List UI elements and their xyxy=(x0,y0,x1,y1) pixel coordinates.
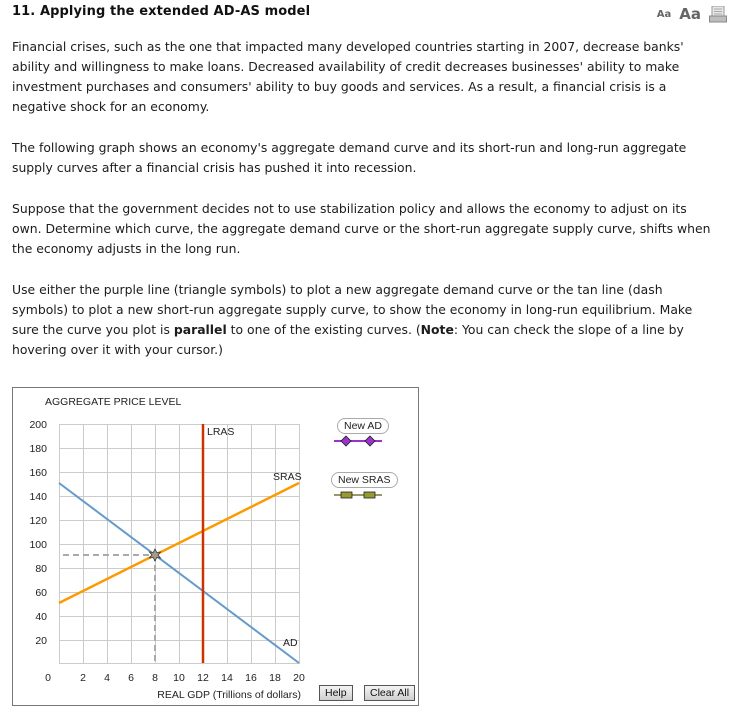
new-sras-label: New SRAS xyxy=(331,472,398,488)
graph-description-paragraph: The following graph shows an economy's aggregate demand curve and its short-run and long-run aggregate supply curves after a financial crisis has pushed it into recession. xyxy=(12,140,687,175)
svg-text:140: 140 xyxy=(29,491,47,503)
svg-text:12: 12 xyxy=(197,672,209,684)
svg-text:20: 20 xyxy=(35,635,47,647)
intro-paragraph: Financial crises, such as the one that impacted many developed countries starting in 2007, decrease banks' ability and willingness to make loans. Decreased availability of credit decreases businesses' ability to make investment purchases and consumers' ability to buy goods and services. As a result, a financial crisis is a negative shock for an economy. xyxy=(12,39,684,114)
new-sras-dash-icon xyxy=(341,492,352,498)
emphasis-parallel: parallel xyxy=(173,322,227,337)
new-sras-dash-icon xyxy=(364,492,375,498)
svg-text:10: 10 xyxy=(173,672,185,684)
printer-icon[interactable] xyxy=(709,6,727,23)
question-header xyxy=(12,4,727,24)
sras-label: SRAS xyxy=(273,471,302,483)
new-ad-diamond-icon xyxy=(365,436,375,446)
ad-label: AD xyxy=(283,637,298,649)
svg-text:60: 60 xyxy=(35,587,47,599)
svg-text:40: 40 xyxy=(35,611,47,623)
emphasis-note: Note xyxy=(420,322,454,337)
new-ad-tool[interactable] xyxy=(332,434,384,448)
svg-text:8: 8 xyxy=(152,672,158,684)
ad-as-graph xyxy=(12,387,419,706)
increase-font-button[interactable]: Aa xyxy=(679,5,701,23)
svg-text:14: 14 xyxy=(221,672,233,684)
x-axis-ticks xyxy=(45,672,305,684)
new-sras-tool[interactable] xyxy=(332,489,384,501)
svg-text:2: 2 xyxy=(80,672,86,684)
y-axis-title: AGGREGATE PRICE LEVEL xyxy=(45,396,182,408)
svg-text:6: 6 xyxy=(128,672,134,684)
lras-label: LRAS xyxy=(207,426,235,438)
svg-text:180: 180 xyxy=(29,443,47,455)
new-ad-diamond-icon xyxy=(341,436,351,446)
svg-text:160: 160 xyxy=(29,467,47,479)
new-ad-label: New AD xyxy=(337,418,389,434)
question-title: 11. Applying the extended AD-AS model xyxy=(12,4,311,19)
svg-text:16: 16 xyxy=(245,672,257,684)
svg-text:0: 0 xyxy=(45,672,51,684)
scenario-paragraph: Suppose that the government decides not to use stabilization policy and allows the economy to adjust on its own. Determine which curve, the aggregate demand curve or the short-run aggregate supply curve, shifts when the economy adjusts in the long run. xyxy=(12,201,711,256)
clear-all-button[interactable]: Clear All xyxy=(364,685,415,701)
decrease-font-button[interactable]: Aa xyxy=(656,8,672,20)
svg-text:120: 120 xyxy=(29,515,47,527)
svg-text:4: 4 xyxy=(104,672,110,684)
svg-text:18: 18 xyxy=(269,672,281,684)
svg-text:20: 20 xyxy=(293,672,305,684)
equilibrium-star-icon[interactable] xyxy=(150,549,161,561)
y-axis-ticks xyxy=(29,419,47,647)
svg-text:100: 100 xyxy=(29,539,47,551)
x-axis-title: REAL GDP (Trillions of dollars) xyxy=(157,689,301,701)
svg-text:200: 200 xyxy=(29,419,47,431)
instruction-paragraph: Use either the purple line (triangle symbols) to plot a new aggregate demand curve or the tan line (dash symbols) to plot a new short-run aggregate supply curve, to show the economy in long-run equilibrium. Make sure the curve you plot is parallel to one of the existing curves. (Note: You can check the slope of a line by hovering over it with your cursor.) xyxy=(12,282,693,357)
svg-text:80: 80 xyxy=(35,563,47,575)
header-tools xyxy=(657,4,727,24)
help-button[interactable]: Help xyxy=(319,685,353,701)
